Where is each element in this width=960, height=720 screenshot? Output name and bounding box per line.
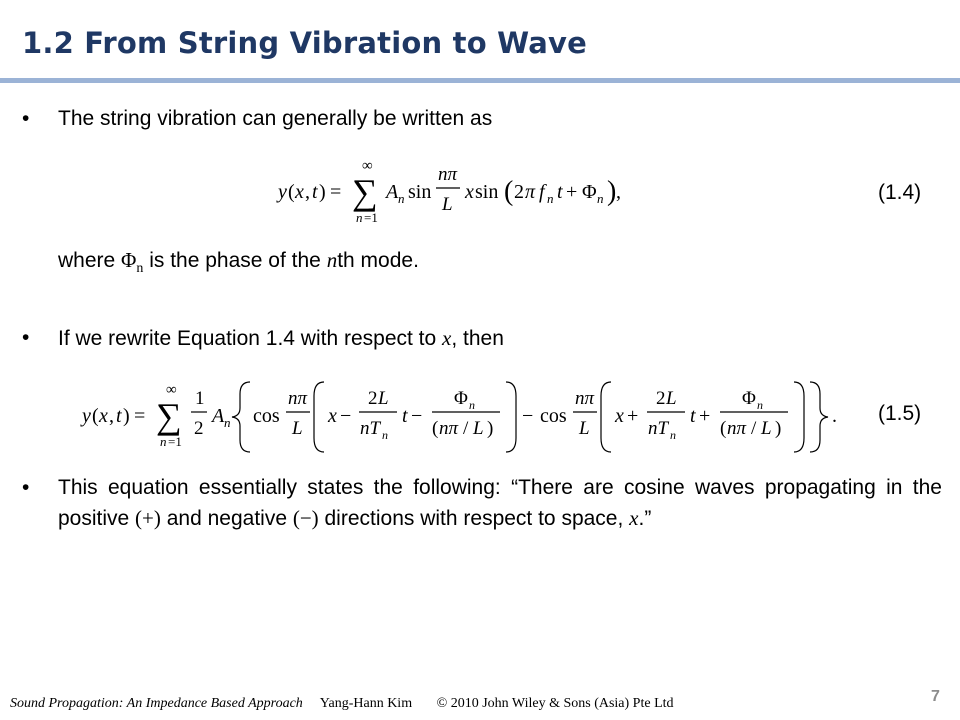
svg-text:A: A bbox=[212, 405, 225, 427]
svg-text:nπ: nπ bbox=[288, 388, 308, 409]
equation-1-4 bbox=[270, 150, 670, 230]
svg-text:+: + bbox=[627, 405, 639, 427]
svg-text:∞: ∞ bbox=[362, 158, 373, 174]
svg-text:A: A bbox=[386, 181, 399, 203]
svg-text:−: − bbox=[340, 405, 352, 427]
svg-text:/: / bbox=[751, 418, 757, 439]
svg-text:x: x bbox=[328, 405, 337, 427]
svg-text:(: ( bbox=[432, 418, 439, 439]
equation-1-5 bbox=[80, 372, 860, 460]
bullet-dot: • bbox=[22, 107, 30, 130]
svg-text:t: t bbox=[402, 405, 408, 427]
svg-text:f: f bbox=[539, 181, 545, 203]
phase-definition-line bbox=[58, 245, 419, 284]
svg-text:2: 2 bbox=[514, 181, 524, 203]
svg-text:L: L bbox=[579, 418, 590, 439]
svg-text:x: x bbox=[295, 181, 304, 203]
bullet-3-end: .” bbox=[638, 507, 652, 530]
title-underline bbox=[0, 78, 960, 83]
svg-text:): ) bbox=[775, 418, 782, 439]
footer-copyright: © 2010 John Wiley & Sons (Asia) Pte Ltd bbox=[436, 696, 674, 711]
plus-sign: (+) bbox=[135, 506, 161, 530]
svg-text:2: 2 bbox=[194, 418, 204, 439]
svg-text:cos: cos bbox=[253, 405, 280, 427]
svg-text:=: = bbox=[134, 405, 146, 427]
svg-text:x: x bbox=[465, 181, 474, 203]
svg-text:sin: sin bbox=[408, 181, 432, 203]
slide-title: 1.2 From String Vibration to Wave bbox=[22, 26, 588, 60]
svg-text:t: t bbox=[116, 405, 122, 427]
svg-text:=: = bbox=[330, 181, 342, 203]
phi-symbol: Φ bbox=[121, 248, 137, 272]
bullet-dot: • bbox=[22, 476, 30, 499]
minus-sign: (−) bbox=[292, 506, 319, 530]
svg-text:∞: ∞ bbox=[166, 382, 177, 398]
svg-text:∑: ∑ bbox=[352, 172, 378, 212]
svg-text:,: , bbox=[109, 405, 114, 427]
svg-text:Φ: Φ bbox=[742, 388, 756, 409]
bullet-dot: • bbox=[22, 326, 30, 349]
bullet-2-text bbox=[58, 323, 942, 354]
svg-text:(: ( bbox=[288, 181, 295, 203]
svg-text:): ) bbox=[123, 405, 130, 427]
svg-text:+: + bbox=[566, 181, 578, 203]
svg-text:Φ: Φ bbox=[582, 181, 597, 203]
svg-text:n: n bbox=[382, 428, 388, 442]
svg-text:x: x bbox=[615, 405, 624, 427]
svg-text:cos: cos bbox=[540, 405, 567, 427]
footer-author: Yang-Hann Kim bbox=[319, 696, 413, 711]
n-variable: n bbox=[326, 248, 338, 272]
svg-text:x: x bbox=[99, 405, 108, 427]
svg-text:): ) bbox=[487, 418, 494, 439]
bullet-1 bbox=[22, 104, 942, 134]
svg-text:L: L bbox=[378, 388, 389, 409]
svg-text:t: t bbox=[690, 405, 696, 427]
equation-1-4-number: (1.4) bbox=[878, 181, 922, 204]
svg-text:L: L bbox=[666, 388, 677, 409]
svg-text:−: − bbox=[522, 405, 534, 427]
svg-text:Φ: Φ bbox=[454, 388, 468, 409]
svg-text:∑: ∑ bbox=[156, 396, 182, 436]
svg-text:2: 2 bbox=[656, 388, 666, 409]
svg-text:n: n bbox=[757, 398, 763, 412]
svg-text:nπ: nπ bbox=[438, 164, 458, 185]
svg-text:L: L bbox=[761, 418, 772, 439]
svg-text:L: L bbox=[473, 418, 484, 439]
svg-text:y: y bbox=[278, 181, 287, 203]
bullet-2-suffix: , then bbox=[451, 327, 504, 350]
svg-text:n: n bbox=[469, 398, 475, 412]
svg-text:): ) bbox=[319, 181, 326, 203]
where-suffix: th mode. bbox=[337, 249, 419, 272]
svg-text:y: y bbox=[82, 405, 91, 427]
phi-subscript: n bbox=[136, 261, 144, 277]
svg-text:(: ( bbox=[92, 405, 99, 427]
svg-text:=1: =1 bbox=[364, 210, 378, 225]
svg-text:n: n bbox=[224, 415, 231, 430]
where-mid: is the phase of the bbox=[143, 249, 327, 272]
svg-text:n: n bbox=[356, 210, 363, 225]
svg-text:): ) bbox=[607, 176, 617, 207]
svg-text:−: − bbox=[411, 405, 423, 427]
svg-text:L: L bbox=[442, 194, 453, 215]
bullet-3-part3: directions with respect to space, bbox=[318, 507, 630, 530]
svg-text:nπ: nπ bbox=[575, 388, 595, 409]
svg-text:.: . bbox=[832, 405, 837, 427]
bullet-2-prefix: If we rewrite Equation 1.4 with respect to bbox=[58, 327, 443, 350]
svg-text:(: ( bbox=[720, 418, 727, 439]
page-number: 7 bbox=[931, 688, 940, 705]
bullet-3-part2: and negative bbox=[160, 507, 293, 530]
bullet-3-text bbox=[58, 473, 942, 534]
x-variable: x bbox=[629, 506, 639, 530]
svg-text:t: t bbox=[557, 181, 563, 203]
svg-text:π: π bbox=[525, 181, 536, 203]
svg-text:sin: sin bbox=[475, 181, 499, 203]
svg-text:n: n bbox=[597, 191, 604, 206]
svg-text:nπ: nπ bbox=[727, 418, 747, 439]
bullet-3-part1: This equation essentially states the following: “There are cosine waves propagating in the positive bbox=[58, 476, 942, 530]
footer-book-title: Sound Propagation: An Impedance Based Approach bbox=[10, 696, 303, 711]
svg-text:(: ( bbox=[504, 176, 514, 207]
svg-text:n: n bbox=[670, 428, 676, 442]
footer bbox=[10, 696, 674, 712]
svg-text:,: , bbox=[305, 181, 310, 203]
where-prefix: where bbox=[58, 249, 122, 272]
bullet-2 bbox=[22, 323, 942, 354]
svg-text:L: L bbox=[292, 418, 303, 439]
svg-text:n: n bbox=[160, 434, 167, 449]
svg-text:,: , bbox=[616, 181, 621, 203]
equation-1-5-number: (1.5) bbox=[878, 402, 922, 425]
svg-text:n: n bbox=[398, 191, 405, 206]
svg-text:nT: nT bbox=[360, 418, 381, 439]
svg-text:nT: nT bbox=[648, 418, 669, 439]
svg-text:2: 2 bbox=[368, 388, 378, 409]
svg-text:+: + bbox=[699, 405, 711, 427]
svg-text:nπ: nπ bbox=[439, 418, 459, 439]
x-variable: x bbox=[442, 326, 452, 350]
bullet-3 bbox=[22, 473, 942, 534]
svg-text:/: / bbox=[463, 418, 469, 439]
svg-text:=1: =1 bbox=[168, 434, 182, 449]
svg-text:1: 1 bbox=[195, 388, 205, 409]
svg-text:n: n bbox=[547, 191, 554, 206]
svg-text:t: t bbox=[312, 181, 318, 203]
bullet-1-text: The string vibration can generally be written as bbox=[58, 107, 493, 130]
